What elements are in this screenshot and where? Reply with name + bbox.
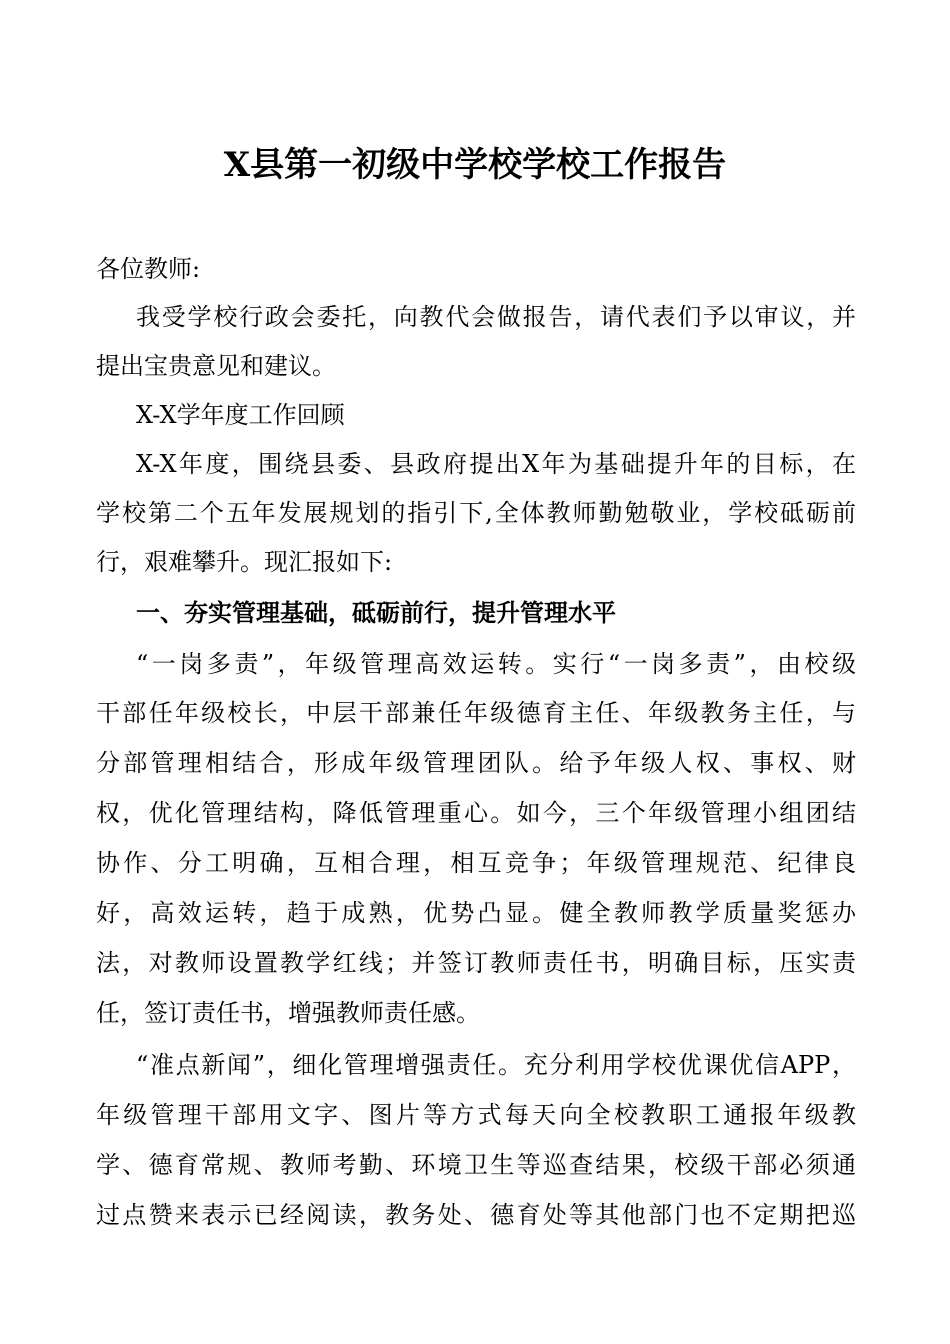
section-heading-bold: 一、夯实管理基础，砥砺前行，提升管理水平 [136, 598, 616, 627]
paragraph-line: 行，艰难攀升。现汇报如下: [96, 548, 393, 576]
paragraph-line: 提出宝贵意见和建议。 [96, 352, 336, 380]
paragraph-line: 学校第二个五年发展规划的指引下,全体教师勤勉敬业，学校砥砺前 [96, 499, 856, 527]
paragraph-line: 过点赞来表示已经阅读，教务处、德育处等其他部门也不定期把巡 [96, 1201, 856, 1229]
paragraph-line: 年级管理干部用文字、图片等方式每天向全校教职工通报年级教 [96, 1101, 856, 1129]
document-title: X县第一初级中学校学校工作报告 [223, 145, 727, 185]
paragraph-line: “一岗多责”，年级管理高效运转。实行“一岗多责”，由校级 [136, 650, 856, 678]
paragraph-line: 学、德育常规、教师考勤、环境卫生等巡查结果，校级干部必须通 [96, 1151, 856, 1179]
paragraph-line: 权，优化管理结构，降低管理重心。如今，三个年级管理小组团结 [96, 799, 856, 827]
paragraph-line: 分部管理相结合，形成年级管理团队。给予年级人权、事权、财 [96, 749, 856, 777]
paragraph-line: X-X年度，围绕县委、县政府提出X年为基础提升年的目标，在 [136, 450, 856, 478]
paragraph-line: 任，签订责任书，增强教师责任感。 [96, 999, 480, 1027]
paragraph-line: 协作、分工明确，互相合理，相互竞争；年级管理规范、纪律良 [96, 849, 856, 877]
paragraph-line: 好，高效运转，趋于成熟，优势凸显。健全教师教学质量奖惩办 [96, 899, 856, 927]
paragraph-line: “准点新闻”，细化管理增强责任。充分利用学校优课优信APP， [136, 1051, 856, 1079]
paragraph-line: 我受学校行政会委托，向教代会做报告，请代表们予以审议，并 [136, 303, 856, 331]
paragraph-line: 法，对教师设置教学红线；并签订教师责任书，明确目标，压实责 [96, 949, 856, 977]
section-heading: X-X学年度工作回顾 [136, 401, 345, 429]
paragraph-line: 干部任年级校长，中层干部兼任年级德育主任、年级教务主任，与 [96, 699, 856, 727]
salutation: 各位教师: [96, 255, 201, 283]
